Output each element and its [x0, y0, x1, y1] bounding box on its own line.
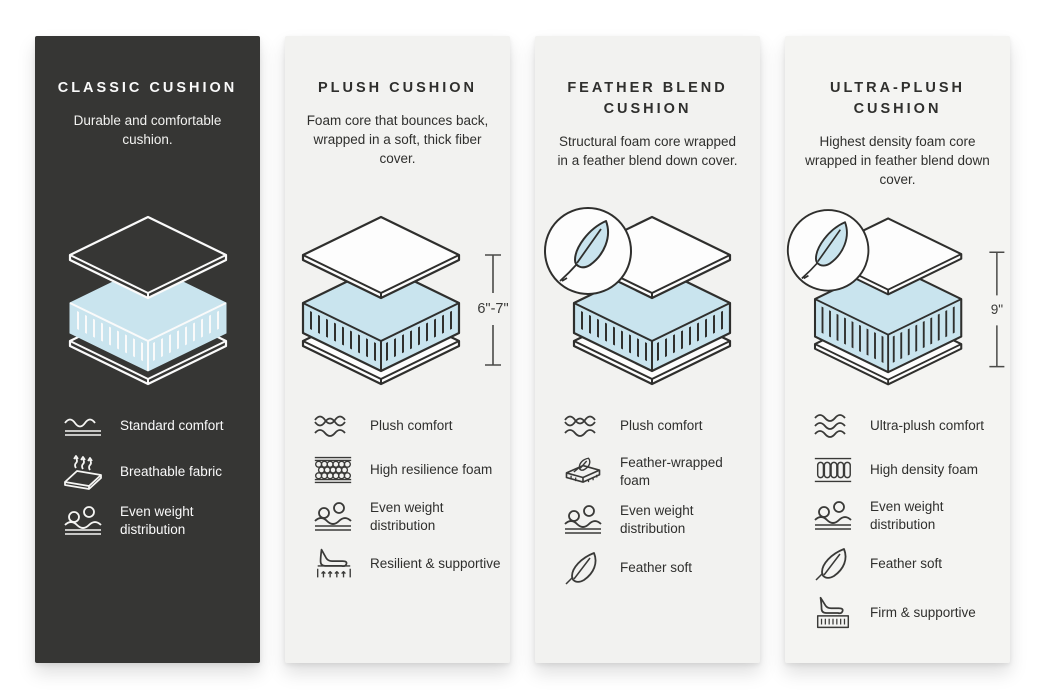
column-title: FEATHER BLEND CUSHION — [567, 80, 728, 118]
feature-label: Plush comfort — [370, 417, 453, 433]
feature-list — [61, 410, 252, 551]
cushion-illustration — [785, 182, 1010, 418]
column-feather-blend-cushion — [535, 36, 760, 663]
feather-badge — [545, 208, 631, 294]
feather-icon — [561, 550, 605, 586]
measurement-label: 9" — [990, 302, 1004, 318]
feature-list — [811, 410, 1002, 644]
feature-label: Ultra-plush comfort — [870, 417, 985, 433]
wave-icon — [311, 411, 355, 441]
breathable-icon — [61, 454, 105, 490]
even-weight-icon — [561, 504, 605, 536]
feature-row — [561, 502, 752, 537]
feather-foam-icon — [561, 455, 605, 489]
column-plush-cushion — [285, 36, 510, 663]
feature-row — [311, 410, 502, 441]
height-measurement — [989, 252, 1004, 366]
feature-label: Feather soft — [870, 556, 943, 572]
column-description: Durable and comfortable cushion. — [73, 113, 222, 148]
feather-badge — [788, 210, 869, 291]
feature-label: Even weight distribution — [870, 499, 944, 532]
column-title: ULTRA-PLUSH CUSHION — [829, 80, 966, 118]
feature-list — [561, 410, 752, 599]
feature-list — [311, 410, 502, 594]
feature-label: Resilient & supportive — [370, 556, 501, 572]
feature-label: Even weight distribution — [620, 503, 694, 536]
even-weight-icon — [311, 501, 355, 533]
feature-row — [811, 498, 1002, 533]
layered-cushion-icon — [287, 211, 509, 389]
feature-row — [811, 546, 1002, 582]
feature-row — [61, 503, 252, 538]
layered-cushion-icon — [785, 206, 1010, 394]
column-description: Foam core that bounces back, wrapped in a soft, thick fiber cover. — [306, 113, 489, 167]
feature-label: Firm & supportive — [870, 605, 976, 621]
foam-cells-icon — [311, 454, 355, 486]
feature-row — [561, 454, 752, 489]
feature-label: Even weight distribution — [120, 504, 194, 537]
measurement-label: 6"-7" — [476, 301, 509, 317]
density-foam-icon — [811, 455, 855, 485]
top-cover — [303, 217, 459, 298]
feature-row — [311, 499, 502, 534]
feature-label: High resilience foam — [370, 462, 493, 478]
feature-label: Plush comfort — [620, 417, 703, 433]
column-title: PLUSH CUSHION — [317, 80, 478, 96]
feature-row — [61, 410, 252, 441]
feather-icon — [811, 546, 855, 582]
cushion-illustration — [35, 182, 260, 418]
feature-label: Feather-wrapped foam — [620, 455, 723, 488]
feature-row — [311, 547, 502, 581]
even-weight-icon — [811, 500, 855, 532]
column-description: Structural foam core wrapped in a feather blend down cover. — [557, 134, 738, 169]
feature-label: Feather soft — [620, 560, 693, 576]
feature-row — [561, 550, 752, 586]
feature-label: High density foam — [870, 461, 979, 477]
column-description: Highest density foam core wrapped in feather blend down cover. — [805, 134, 990, 188]
cushion-illustration — [535, 182, 760, 418]
column-title: CLASSIC CUSHION — [57, 80, 238, 96]
feature-row — [561, 410, 752, 441]
cushion-illustration — [285, 182, 510, 418]
wave-icon — [561, 411, 605, 441]
layered-cushion-icon — [542, 204, 754, 396]
wave-icon — [61, 411, 105, 441]
feature-label: Standard comfort — [120, 417, 224, 433]
feature-label: Breathable fabric — [120, 464, 223, 480]
layered-cushion-icon — [54, 211, 242, 389]
column-ultra-plush-cushion — [785, 36, 1010, 663]
feature-row — [61, 454, 252, 490]
column-classic-cushion — [35, 36, 260, 663]
feature-row — [811, 454, 1002, 485]
feature-row — [811, 410, 1002, 441]
feature-row — [311, 454, 502, 486]
feature-row — [811, 595, 1002, 631]
top-cover — [70, 217, 226, 298]
card-row — [35, 36, 1010, 663]
firm-icon — [811, 595, 855, 631]
resilient-icon — [311, 547, 355, 581]
even-weight-icon — [61, 505, 105, 537]
wave-icon — [811, 411, 855, 441]
feature-label: Even weight distribution — [370, 500, 444, 533]
height-measurement — [477, 255, 508, 365]
